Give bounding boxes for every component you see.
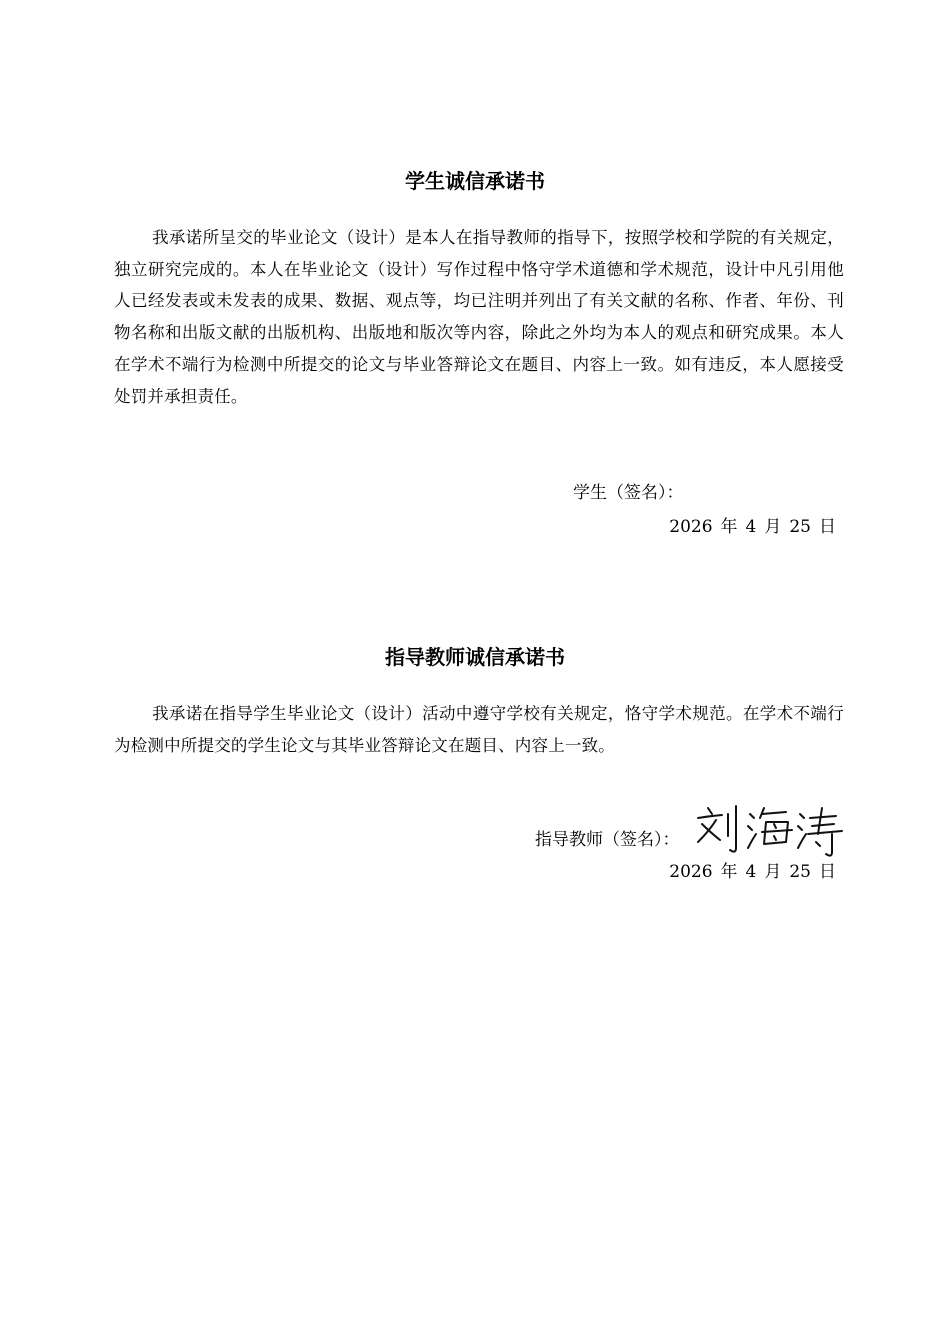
date-year: 2026 bbox=[669, 517, 713, 537]
date-day-unit: 日 bbox=[819, 517, 836, 537]
date-year-unit: 年 bbox=[720, 517, 738, 537]
student-signature-label: 学生（签名）： bbox=[573, 483, 684, 503]
advisor-signature-label: 指导教师（签名）： bbox=[535, 830, 680, 850]
date-month-unit: 月 bbox=[764, 862, 782, 882]
date-month-unit: 月 bbox=[764, 517, 782, 537]
date-month: 4 bbox=[745, 517, 757, 537]
student-pledge-title: 学生诚信承诺书 bbox=[405, 169, 545, 193]
advisor-pledge-title: 指导教师诚信承诺书 bbox=[385, 645, 565, 669]
handwritten-signature bbox=[690, 800, 850, 862]
advisor-pledge-body: 我承诺在指导学生毕业论文（设计）活动中遵守学校有关规定，恪守学术规范。在学术不端行为检测中所提交的学生论文与其毕业答辩论文在题目、内容上一致。 bbox=[114, 704, 844, 755]
student-pledge-body: 我承诺所呈交的毕业论文（设计）是本人在指导教师的指导下，按照学校和学院的有关规定，独立研究完成的。本人在毕业论文（设计）写作过程中恪守学术道德和学术规范，设计中凡引用他人已经发表或未发表的成果、数据、观点等，均已注明并列出了有关文献的名称、作者、年份、刊物名称和出版文献的出版机构、出版地和版次等内容，除此之外均为本人的观点和研究成果。本人在学术不端行为检测中所提交的论文与毕业答辩论文在题目、内容上一致。如有违反，本人愿接受处罚并承担责任。 bbox=[114, 228, 844, 406]
date-day-unit: 日 bbox=[819, 862, 836, 882]
date-year: 2026 bbox=[669, 862, 713, 882]
student-pledge-date bbox=[669, 516, 836, 538]
date-month: 4 bbox=[745, 862, 757, 882]
date-year-unit: 年 bbox=[720, 862, 738, 882]
date-day: 25 bbox=[789, 862, 811, 882]
date-day: 25 bbox=[789, 517, 811, 537]
advisor-pledge-date bbox=[669, 861, 836, 883]
